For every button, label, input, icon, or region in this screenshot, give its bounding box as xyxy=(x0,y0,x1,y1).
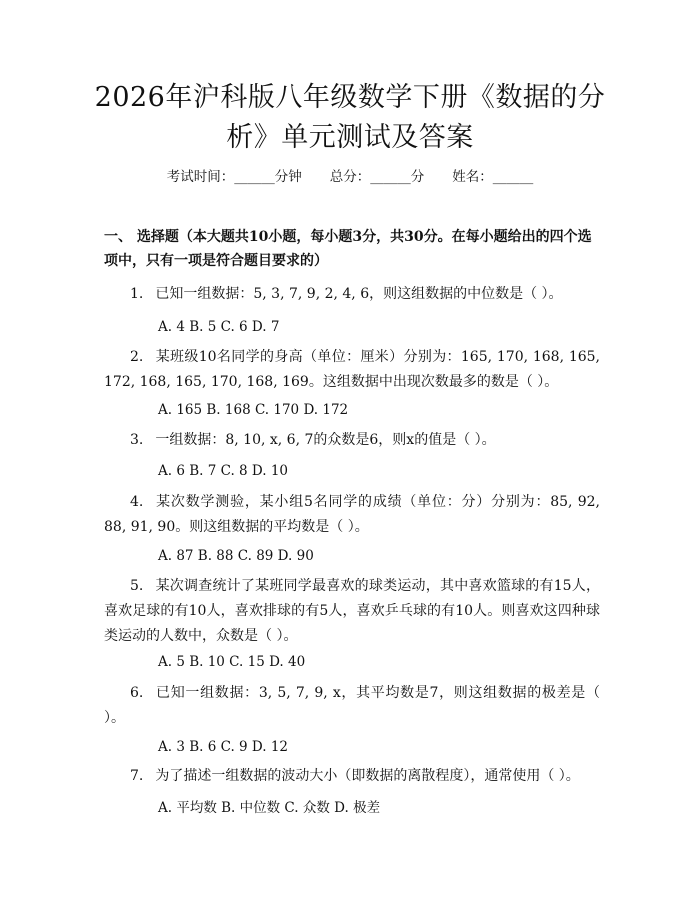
question-6-options: A. 3 B. 6 C. 9 D. 12 xyxy=(158,739,289,755)
question-number: 2. xyxy=(130,349,144,365)
section-heading: 一、 选择题（本大题共10小题，每小题3分，共30分。在每小题给出的四个选项中，只有一项是符合题目要求的） xyxy=(104,229,592,269)
question-text: 已知一组数据：5, 3, 7, 9, 2, 4, 6，则这组数据的中位数是（ ）。 xyxy=(155,286,563,302)
question-text: 某次调查统计了某班同学最喜欢的球类运动，其中喜欢篮球的有15人，喜欢足球的有10人，喜欢排球的有5人，喜欢乒乓球的有10人。则喜欢这四种球类运动的人数中，众数是（ ）。 xyxy=(104,578,600,644)
exam-time-field: 考试时间：______分钟 xyxy=(166,169,302,185)
question-1 xyxy=(104,282,600,307)
question-4 xyxy=(104,490,600,540)
question-5-options: A. 5 B. 10 C. 15 D. 40 xyxy=(158,654,306,670)
question-text: 为了描述一组数据的波动大小（即数据的离散程度），通常使用（ ）。 xyxy=(155,768,580,784)
question-3 xyxy=(104,428,600,453)
question-number: 5. xyxy=(130,578,144,594)
question-number: 1. xyxy=(130,286,144,302)
question-7-options: A. 平均数 B. 中位数 C. 众数 D. 极差 xyxy=(158,800,381,816)
document-title-line-1: 2026年沪科版八年级数学下册《数据的分 xyxy=(94,82,606,113)
question-number: 4. xyxy=(130,494,144,510)
student-name-field: 姓名：______ xyxy=(452,169,534,185)
question-2-options: A. 165 B. 168 C. 170 D. 172 xyxy=(158,402,349,418)
question-5 xyxy=(104,574,600,649)
exam-info-line xyxy=(0,167,700,187)
question-number: 7. xyxy=(130,768,144,784)
question-2 xyxy=(104,345,600,395)
question-text: 已知一组数据：3, 5, 7, 9, x，其平均数是7，则这组数据的极差是（ ）。 xyxy=(104,685,600,726)
question-4-options: A. 87 B. 88 C. 89 D. 90 xyxy=(158,548,314,564)
question-text: 某次数学测验，某小组5名同学的成绩（单位：分）分别为：85, 92, 88, 91, 90。则这组数据的平均数是（ ）。 xyxy=(104,494,600,535)
question-number: 6. xyxy=(130,685,144,701)
document-title-line-2: 析》单元测试及答案 xyxy=(226,122,474,153)
question-6 xyxy=(104,681,600,731)
question-text: 一组数据：8, 10, x, 6, 7的众数是6，则x的值是（ ）。 xyxy=(155,432,496,448)
question-1-options: A. 4 B. 5 C. 6 D. 7 xyxy=(158,319,280,335)
total-score-field: 总分：______分 xyxy=(329,169,425,185)
question-text: 某班级10名同学的身高（单位：厘米）分别为：165, 170, 168, 165, 172, 168, 165, 170, 168, 169。这组数据中出现次数最多的数是（ ）。 xyxy=(104,349,600,390)
question-3-options: A. 6 B. 7 C. 8 D. 10 xyxy=(158,463,289,479)
question-number: 3. xyxy=(130,432,144,448)
question-7 xyxy=(104,764,600,789)
